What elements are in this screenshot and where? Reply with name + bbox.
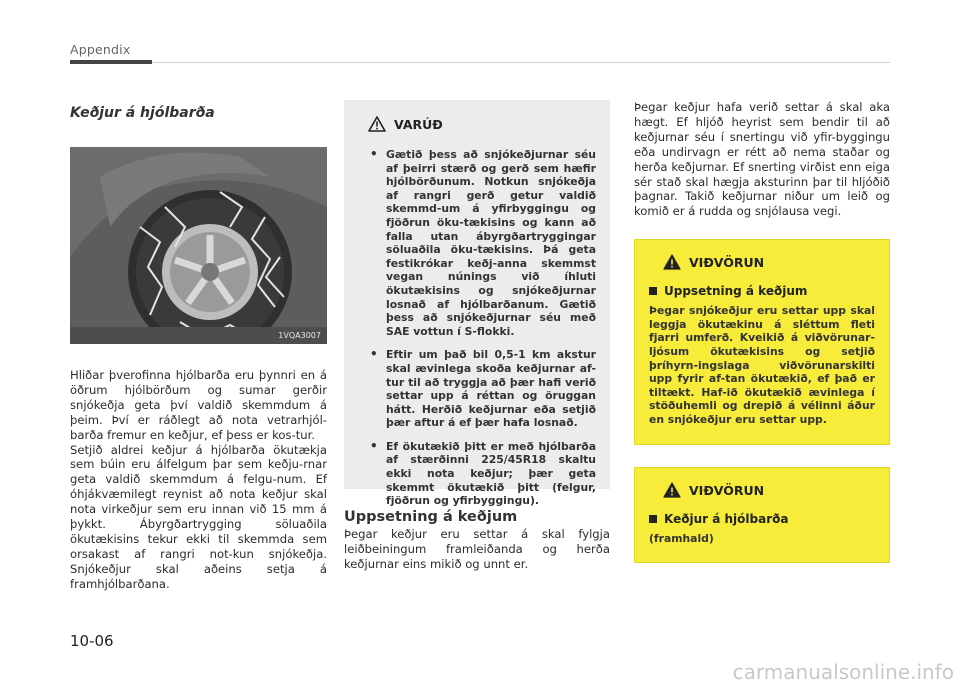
warning-text: Þegar snjókeðjur eru settar upp skal leggja ökutækinu á sléttum fleti fjarri umferð. Kveikið á viðvörunar-ljósum ökutækisins og setjið þríhyrn-ingslaga viðvörunarskilti upp fyrir af-tan ökutækið, ef það er tiltækt. Haf-ið ökutækið ævinlega í stöðuhemli og drepið á vélinni áður en snjókeðjur eru settar upp. <box>649 304 875 426</box>
square-bullet-icon <box>649 515 657 523</box>
tire-chain-drawing <box>70 147 327 344</box>
warning-subtitle-text: Keðjur á hjólbarða <box>664 512 789 527</box>
warning-triangle-icon <box>663 482 681 498</box>
body-text-left <box>70 368 327 592</box>
caution-box <box>344 100 610 508</box>
caution-item: • Ef ökutækið þitt er með hjólbarða af stærðinni 225/45R18 skaltu ekki nota keðjur; þær geta skemmt ökutækið þitt (felgur, fjöðrun og yfirbyggingu). <box>370 440 596 508</box>
warning-title: VIÐVÖRUN <box>689 254 765 270</box>
continued-label: (framhald) <box>649 532 714 546</box>
caution-list <box>356 148 596 508</box>
tire-chain-illustration <box>70 147 327 344</box>
warning-box <box>634 239 890 445</box>
watermark: carmanualsonline.info <box>732 660 954 684</box>
install-text: Þegar keðjur eru settar á skal fylgja leiðbeiningum framleiðanda og herða keðjurnar eins mikið og unnt er. <box>344 527 610 571</box>
warning-title: VIÐVÖRUN <box>689 482 765 498</box>
warning-header <box>649 482 875 498</box>
warning-subtitle <box>649 512 875 526</box>
right-column <box>634 100 890 563</box>
warning-subtitle-text: Uppsetning á keðjum <box>664 284 808 299</box>
caution-item: • Gætið þess að snjókeðjurnar séu af þeirri stærð og gerð sem hæfir hjólbörðunum. Notkun snjókeðja af rangri gerð getur valdið skemmd-um á yfirbyggingu og fjöðrun öku-tækisins og kann að falla utan ábyrgðartryggingar söluaðila öku-tækisins. Þá geta festikrókar keðj-anna skemmst vegan núnings við íhluti ökutækisins og snjókeðjurnar losnað af hjólbarðanum. Gætið þess að snjókeðjurnar séu með SAE vottun í S-flokki. <box>370 148 596 338</box>
caution-item: • Eftir um það bil 0,5-1 km akstur skal ævinlega skoða keðjurnar af-tur til að tryggja að þær hafi verið settar upp á réttan og öruggan hátt. Herðið keðjurnar eða setjið þær aftur á ef þær hafa losnað. <box>370 348 596 430</box>
square-bullet-icon <box>649 287 657 295</box>
page-number: 10-06 <box>70 632 114 650</box>
warning-header <box>649 254 875 270</box>
figure-code: 1VQA3007 <box>278 331 321 340</box>
body-text-right: Þegar keðjur hafa verið settar á skal aka hægt. Ef hljóð heyrist sem bendir til að keðjurnar séu í snertingu við yfir-byggingu eða undirvagn er rétt að nema staðar og herða keðjurnar. Ef snerting virðist enn eiga sér stað skal hægja aksturinn þar til hljóðið þagnar. Takið keðjurnar niður um leið og komið er á rudda og snjólausa vegi. <box>634 100 890 219</box>
warning-triangle-icon <box>663 254 681 270</box>
paragraph: Setjið aldrei keðjur á hjólbarða ökutækja sem búin eru álfelgum þar sem keðju-rnar geta valdið skemmdum á felgu-num. Ef óhjákvæmilegt reynist að nota keðjur skal nota virkeðjur sem eru innan við 15 mm á þykkt. Ábyrgðartrygging söluaðila ökutækisins tekur ekki til skemmda sem orsakast af rangri not-kun snjókeðja. Snjókeðjur skal aðeins setja á framhjólbarðana. <box>70 442 327 591</box>
caution-header <box>356 116 596 132</box>
warning-triangle-icon <box>368 116 386 132</box>
paragraph: Hliðar þverofinna hjólbarða eru þynnri en á öðrum hjólbörðum og sumar gerðir snjókeðja geta því valdið skemmdum á þeim. Því er ráðlegt að nota vetrarhjól-barða fremur en keðjur, ef þess er kos-tur. <box>70 368 327 442</box>
middle-column <box>344 100 610 572</box>
left-column <box>70 100 327 592</box>
header-accent-bar <box>70 60 152 64</box>
install-heading: Uppsetning á keðjum <box>344 509 518 525</box>
section-title: Keðjur á hjólbarða <box>70 105 215 121</box>
warning-subtitle <box>649 284 875 298</box>
caution-title: VARÚÐ <box>394 116 443 132</box>
header-divider <box>152 62 890 63</box>
section-header: Appendix <box>70 42 131 57</box>
warning-box-continued <box>634 467 890 563</box>
